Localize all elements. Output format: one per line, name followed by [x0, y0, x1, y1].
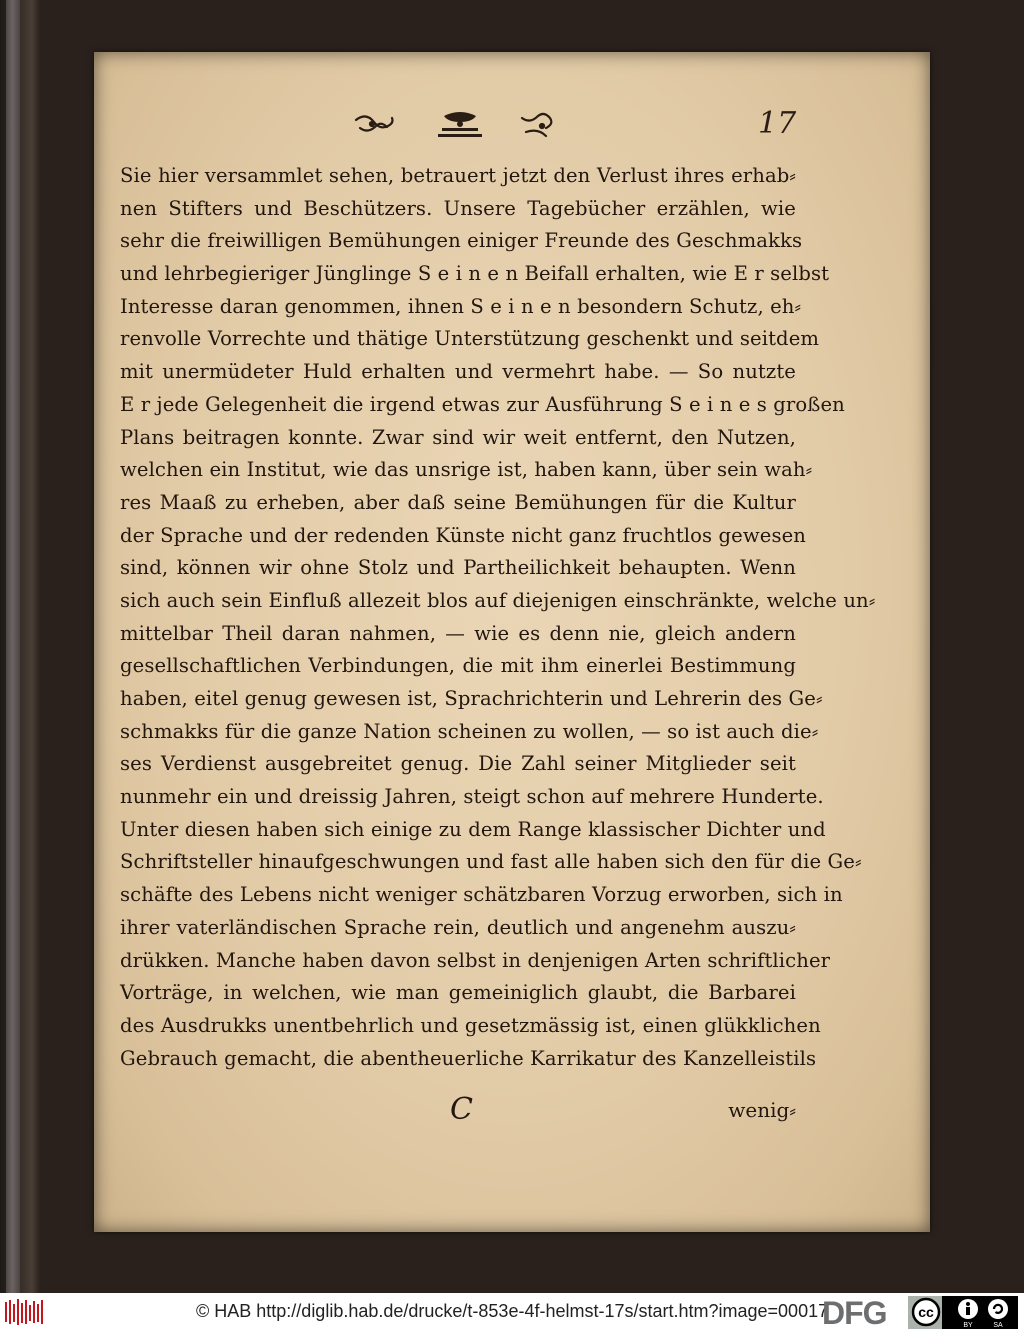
text-line: schmakks für die ganze Nation scheinen zu wollen, — so ist auch die⸗	[120, 719, 819, 743]
text-line: sehr die freiwilligen Bemühungen einiger Freunde des Geschmakks	[120, 229, 803, 253]
text-line: ihrer vaterländischen Sprache rein, deutlich und angenehm auszu⸗	[120, 915, 796, 939]
text-line: der Sprache und der redenden Künste nicht ganz fruchtlos gewesen	[120, 523, 807, 547]
text-line: Gebrauch gemacht, die abentheuerliche Karrikatur des Kanzelleistils	[120, 1046, 817, 1070]
text-line: Schriftsteller hinaufgeschwungen und fast alle haben sich den für die Ge⸗	[120, 850, 862, 874]
svg-text:cc: cc	[918, 1304, 934, 1320]
page-number: 17	[758, 106, 797, 141]
text-line: E r jede Gelegenheit die irgend etwas zur Ausführung S e i n e s großen	[120, 392, 845, 416]
footer-bar	[0, 1293, 1024, 1332]
library-logo-icon	[4, 1298, 44, 1326]
text-line: schäfte des Lebens nicht weniger schätzbaren Vorzug erworben, sich in	[120, 883, 843, 907]
text-line: Vorträge, in welchen, wie man gemeiniglich glaubt, die Barbarei	[120, 981, 796, 1005]
text-line: und lehrbegieriger Jünglinge S e i n e n Beifall erhalten, wie E r selbst	[120, 262, 830, 286]
text-line: nunmehr ein und dreissig Jahren, steigt schon auf mehrere Hunderte.	[120, 785, 824, 809]
text-line: sich auch sein Einfluß allezeit blos auf diejenigen einschränkte, welche un⸗	[120, 588, 876, 612]
text-line: renvolle Vorrechte und thätige Unterstützung geschenkt und seitdem	[120, 327, 820, 351]
text-line: res Maaß zu erheben, aber daß seine Bemühungen für die Kultur	[120, 490, 796, 514]
text-line: Unter diesen haben sich einige zu dem Range klassischer Dichter und	[120, 817, 826, 841]
text-line: Sie hier versammlet sehen, betrauert jetzt den Verlust ihres erhab⸗	[120, 164, 796, 187]
text-line: Plans beitragen konnte. Zwar sind wir weit entfernt, den Nutzen,	[120, 425, 796, 449]
page-stack-edge	[6, 0, 20, 1293]
cc-by-sa-license-icon[interactable]	[908, 1296, 1018, 1329]
catchword: wenig⸗	[728, 1098, 796, 1122]
svg-text:SA: SA	[993, 1322, 1003, 1329]
text-line: haben, eitel genug gewesen ist, Sprachrichterin und Lehrerin des Ge⸗	[120, 687, 823, 710]
page-foot	[120, 1092, 796, 1132]
text-line: mittelbar Theil daran nahmen, — wie es denn nie, gleich andern	[120, 621, 796, 645]
text-line: ses Verdienst ausgebreitet genug. Die Zahl seiner Mitglieder seit	[120, 752, 796, 776]
dfg-logo: DFG	[822, 1295, 887, 1331]
body-text	[120, 160, 876, 1075]
svg-text:BY: BY	[963, 1322, 973, 1329]
source-link[interactable]: © HAB http://diglib.hab.de/drucke/t-853e-4f-helmst-17s/start.htm?image=00017	[196, 1301, 829, 1321]
signature-mark: C	[450, 1092, 473, 1127]
book-binding-edge	[0, 0, 40, 1293]
text-line: mit unermüdeter Huld erhalten und vermehrt habe. — So nutzte	[120, 360, 796, 384]
text-line: des Ausdrukks unentbehrlich und gesetzmässig ist, einen glükklichen	[120, 1013, 821, 1037]
ornament-icon	[350, 106, 570, 146]
text-line: welchen ein Institut, wie das unsrige ist, haben kann, über sein wah⸗	[120, 458, 813, 482]
text-line: sind, können wir ohne Stolz und Partheilichkeit behaupten. Wenn	[120, 556, 796, 580]
text-line: drükken. Manche haben davon selbst in denjenigen Arten schriftlicher	[120, 948, 831, 972]
text-line: nen Stifters und Beschützers. Unsere Tagebücher erzählen, wie	[120, 196, 796, 220]
text-line: Interesse daran genommen, ihnen S e i n e n besondern Schutz, eh⸗	[120, 294, 802, 318]
text-line: gesellschaftlichen Verbindungen, die mit ihm einerlei Bestimmung	[120, 654, 796, 678]
